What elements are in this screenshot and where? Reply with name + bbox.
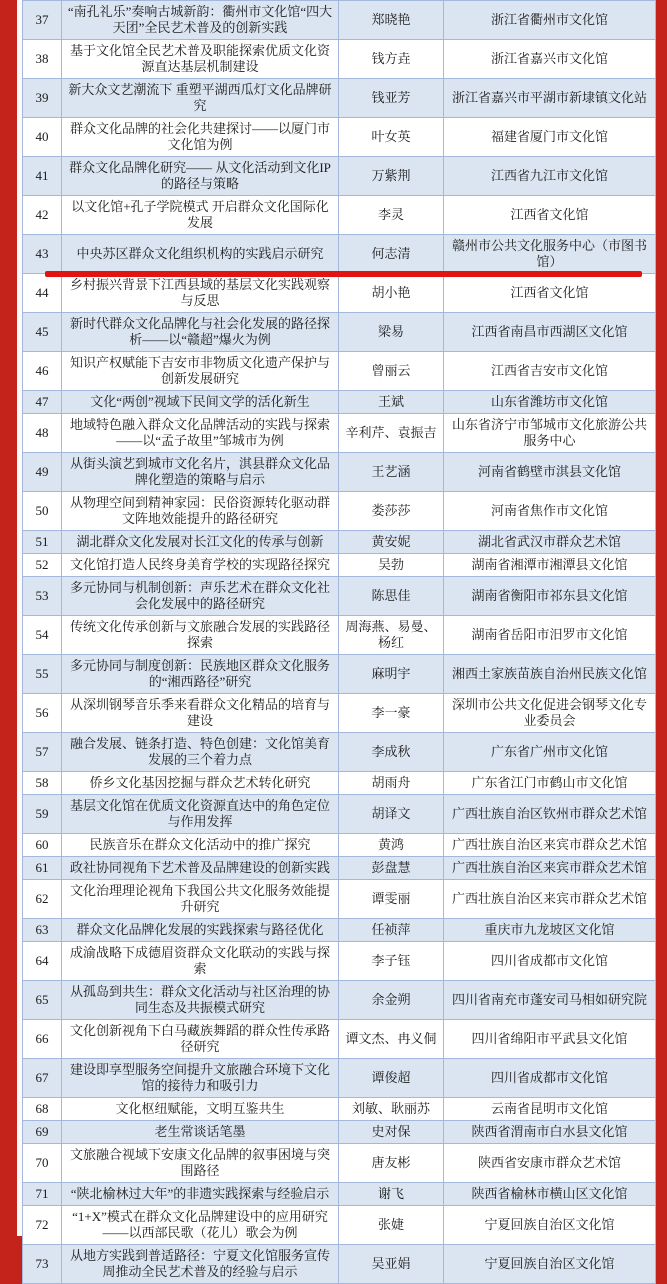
organization-cell: 河南省焦作市文化馆 bbox=[444, 492, 656, 531]
table-row bbox=[23, 1020, 656, 1059]
paper-title-cell: 新时代群众文化品牌化与社会化发展的路径探析——以“赣超”爆火为例 bbox=[62, 313, 339, 352]
author-cell: 李灵 bbox=[339, 196, 444, 235]
organization-cell: 江西省吉安市文化馆 bbox=[444, 352, 656, 391]
paper-title-cell: 建设即享型服务空间提升文旅融合环境下文化馆的接待力和吸引力 bbox=[62, 1059, 339, 1098]
organization-cell: 宁夏回族自治区文化馆 bbox=[444, 1245, 656, 1284]
organization-cell: 江西省南昌市西湖区文化馆 bbox=[444, 313, 656, 352]
table-row bbox=[23, 834, 656, 857]
table-row bbox=[23, 313, 656, 352]
table-row bbox=[23, 577, 656, 616]
papers-list-table bbox=[22, 0, 656, 1284]
paper-title-cell: 群众文化品牌化发展的实践探索与路径优化 bbox=[62, 919, 339, 942]
paper-title-cell: 文化“两创”视域下民间文学的活化新生 bbox=[62, 391, 339, 414]
table-row bbox=[23, 694, 656, 733]
organization-cell: 山东省济宁市邹城市文化旅游公共服务中心 bbox=[444, 414, 656, 453]
row-number-cell: 48 bbox=[23, 414, 62, 453]
table-row bbox=[23, 531, 656, 554]
author-cell: 胡雨舟 bbox=[339, 772, 444, 795]
author-cell: 钱亚芳 bbox=[339, 79, 444, 118]
table-row bbox=[23, 1144, 656, 1183]
author-cell: 余金朔 bbox=[339, 981, 444, 1020]
author-cell: 黄鸿 bbox=[339, 834, 444, 857]
row-number-cell: 55 bbox=[23, 655, 62, 694]
author-cell: 彭盘慧 bbox=[339, 857, 444, 880]
paper-title-cell: 基于文化馆全民艺术普及职能探索优质文化资源直达基层机制建设 bbox=[62, 40, 339, 79]
row-number-cell: 54 bbox=[23, 616, 62, 655]
paper-title-cell: 侨乡文化基因挖掘与群众艺术转化研究 bbox=[62, 772, 339, 795]
author-cell: 吴亚娟 bbox=[339, 1245, 444, 1284]
row-number-cell: 64 bbox=[23, 942, 62, 981]
author-cell: 王斌 bbox=[339, 391, 444, 414]
paper-title-cell: 群众文化品牌化研究—— 从文化活动到文化IP的路径与策略 bbox=[62, 157, 339, 196]
row-number-cell: 71 bbox=[23, 1183, 62, 1206]
table-row bbox=[23, 157, 656, 196]
table-row bbox=[23, 772, 656, 795]
table-row bbox=[23, 1098, 656, 1121]
paper-title-cell: 多元协同与制度创新：民族地区群众文化服务的“湘西路径”研究 bbox=[62, 655, 339, 694]
organization-cell: 陕西省榆林市横山区文化馆 bbox=[444, 1183, 656, 1206]
table-row bbox=[23, 795, 656, 834]
table-row bbox=[23, 414, 656, 453]
organization-cell: 四川省南充市蓬安司马相如研究院 bbox=[444, 981, 656, 1020]
author-cell: 李一豪 bbox=[339, 694, 444, 733]
paper-title-cell: 乡村振兴背景下江西县域的基层文化实践观察与反思 bbox=[62, 274, 339, 313]
author-cell: 梁易 bbox=[339, 313, 444, 352]
organization-cell: 陕西省渭南市白水县文化馆 bbox=[444, 1121, 656, 1144]
author-cell: 辛利芹、袁振吉 bbox=[339, 414, 444, 453]
author-cell: 唐友彬 bbox=[339, 1144, 444, 1183]
author-cell: 谭雯丽 bbox=[339, 880, 444, 919]
table-row bbox=[23, 79, 656, 118]
row-number-cell: 49 bbox=[23, 453, 62, 492]
table-row bbox=[23, 857, 656, 880]
row-number-cell: 66 bbox=[23, 1020, 62, 1059]
organization-cell: 湖北省武汉市群众艺术馆 bbox=[444, 531, 656, 554]
row-number-cell: 50 bbox=[23, 492, 62, 531]
organization-cell: 湘西土家族苗族自治州民族文化馆 bbox=[444, 655, 656, 694]
row-number-cell: 40 bbox=[23, 118, 62, 157]
organization-cell: 宁夏回族自治区文化馆 bbox=[444, 1206, 656, 1245]
paper-title-cell: 湖北群众文化发展对长江文化的传承与创新 bbox=[62, 531, 339, 554]
author-cell: 曾丽云 bbox=[339, 352, 444, 391]
organization-cell: 四川省成都市文化馆 bbox=[444, 942, 656, 981]
row-number-cell: 53 bbox=[23, 577, 62, 616]
paper-title-cell: 从街头演艺到城市文化名片，淇县群众文化品牌化塑造的策略与启示 bbox=[62, 453, 339, 492]
organization-cell: 湖南省衡阳市祁东县文化馆 bbox=[444, 577, 656, 616]
paper-title-cell: “陕北榆林过大年”的非遗实践探索与经验启示 bbox=[62, 1183, 339, 1206]
author-cell: 胡小艳 bbox=[339, 274, 444, 313]
table-row bbox=[23, 1206, 656, 1245]
row-43-red-underline bbox=[45, 271, 642, 277]
paper-title-cell: 文化枢纽赋能，文明互鉴共生 bbox=[62, 1098, 339, 1121]
organization-cell: 广东省江门市鹤山市文化馆 bbox=[444, 772, 656, 795]
paper-title-cell: “南孔礼乐”奏响古城新韵：衢州市文化馆“四大天团”全民艺术普及的创新实践 bbox=[62, 1, 339, 40]
row-number-cell: 69 bbox=[23, 1121, 62, 1144]
author-cell: 谭俊超 bbox=[339, 1059, 444, 1098]
row-number-cell: 46 bbox=[23, 352, 62, 391]
organization-cell: 江西省九江市文化馆 bbox=[444, 157, 656, 196]
paper-title-cell: 文化治理理论视角下我国公共文化服务效能提升研究 bbox=[62, 880, 339, 919]
organization-cell: 湖南省湘潭市湘潭县文化馆 bbox=[444, 554, 656, 577]
table-row bbox=[23, 352, 656, 391]
organization-cell: 陕西省安康市群众艺术馆 bbox=[444, 1144, 656, 1183]
row-number-cell: 63 bbox=[23, 919, 62, 942]
table-row bbox=[23, 1059, 656, 1098]
paper-title-cell: 文化创新视角下白马藏族舞蹈的群众性传承路径研究 bbox=[62, 1020, 339, 1059]
table-row bbox=[23, 391, 656, 414]
paper-title-cell: 新大众文艺潮流下 重塑平湖西瓜灯文化品牌研究 bbox=[62, 79, 339, 118]
row-number-cell: 38 bbox=[23, 40, 62, 79]
table-row bbox=[23, 655, 656, 694]
table-row bbox=[23, 1183, 656, 1206]
paper-title-cell: 从物理空间到精神家园：民俗资源转化驱动群文阵地效能提升的路径研究 bbox=[62, 492, 339, 531]
author-cell: 吴勃 bbox=[339, 554, 444, 577]
paper-title-cell: 从深圳钢琴音乐季来看群众文化精品的培育与建设 bbox=[62, 694, 339, 733]
author-cell: 何志清 bbox=[339, 235, 444, 274]
organization-cell: 广西壮族自治区来宾市群众艺术馆 bbox=[444, 857, 656, 880]
row-number-cell: 44 bbox=[23, 274, 62, 313]
row-number-cell: 39 bbox=[23, 79, 62, 118]
author-cell: 黄安妮 bbox=[339, 531, 444, 554]
row-number-cell: 68 bbox=[23, 1098, 62, 1121]
organization-cell: 广西壮族自治区来宾市群众艺术馆 bbox=[444, 834, 656, 857]
organization-cell: 浙江省衢州市文化馆 bbox=[444, 1, 656, 40]
row-number-cell: 57 bbox=[23, 733, 62, 772]
table-row bbox=[23, 492, 656, 531]
organization-cell: 山东省潍坊市文化馆 bbox=[444, 391, 656, 414]
author-cell: 张婕 bbox=[339, 1206, 444, 1245]
author-cell: 麻明宇 bbox=[339, 655, 444, 694]
organization-cell: 深圳市公共文化促进会钢琴文化专业委员会 bbox=[444, 694, 656, 733]
paper-title-cell: 从孤岛到共生：群众文化活动与社区治理的协同生态及共振模式研究 bbox=[62, 981, 339, 1020]
paper-title-cell: 政社协同视角下艺术普及品牌建设的创新实践 bbox=[62, 857, 339, 880]
row-number-cell: 52 bbox=[23, 554, 62, 577]
row-number-cell: 56 bbox=[23, 694, 62, 733]
organization-cell: 四川省绵阳市平武县文化馆 bbox=[444, 1020, 656, 1059]
paper-title-cell: 传统文化传承创新与文旅融合发展的实践路径探索 bbox=[62, 616, 339, 655]
author-cell: 娄莎莎 bbox=[339, 492, 444, 531]
row-number-cell: 60 bbox=[23, 834, 62, 857]
author-cell: 王艺涵 bbox=[339, 453, 444, 492]
row-number-cell: 51 bbox=[23, 531, 62, 554]
organization-cell: 赣州市公共文化服务中心（市图书馆） bbox=[444, 235, 656, 274]
row-number-cell: 61 bbox=[23, 857, 62, 880]
paper-title-cell: “1+X”模式在群众文化品牌建设中的应用研究——以西部民歌（花儿）歌会为例 bbox=[62, 1206, 339, 1245]
table-row bbox=[23, 1121, 656, 1144]
row-number-cell: 37 bbox=[23, 1, 62, 40]
row-number-cell: 65 bbox=[23, 981, 62, 1020]
table-row bbox=[23, 196, 656, 235]
organization-cell: 广西壮族自治区来宾市群众艺术馆 bbox=[444, 880, 656, 919]
organization-cell: 广西壮族自治区钦州市群众艺术馆 bbox=[444, 795, 656, 834]
paper-title-cell: 从地方实践到普适路径：宁夏文化馆服务宣传周推动全民艺术普及的经验与启示 bbox=[62, 1245, 339, 1284]
row-number-cell: 45 bbox=[23, 313, 62, 352]
organization-cell: 江西省文化馆 bbox=[444, 196, 656, 235]
paper-title-cell: 知识产权赋能下吉安市非物质文化遗产保护与创新发展研究 bbox=[62, 352, 339, 391]
author-cell: 万紫荆 bbox=[339, 157, 444, 196]
organization-cell: 重庆市九龙坡区文化馆 bbox=[444, 919, 656, 942]
paper-title-cell: 文化馆打造人民终身美育学校的实现路径探究 bbox=[62, 554, 339, 577]
organization-cell: 浙江省嘉兴市文化馆 bbox=[444, 40, 656, 79]
paper-title-cell: 文旅融合视域下安康文化品牌的叙事困境与突围路径 bbox=[62, 1144, 339, 1183]
row-number-cell: 47 bbox=[23, 391, 62, 414]
paper-title-cell: 融合发展、链条打造、特色创建：文化馆美育发展的三个着力点 bbox=[62, 733, 339, 772]
organization-cell: 云南省昆明市文化馆 bbox=[444, 1098, 656, 1121]
table-row bbox=[23, 919, 656, 942]
row-number-cell: 58 bbox=[23, 772, 62, 795]
organization-cell: 福建省厦门市文化馆 bbox=[444, 118, 656, 157]
table-row bbox=[23, 118, 656, 157]
row-number-cell: 70 bbox=[23, 1144, 62, 1183]
paper-title-cell: 民族音乐在群众文化活动中的推广探究 bbox=[62, 834, 339, 857]
row-number-cell: 62 bbox=[23, 880, 62, 919]
author-cell: 谢飞 bbox=[339, 1183, 444, 1206]
author-cell: 谭文杰、冉义侗 bbox=[339, 1020, 444, 1059]
table-row bbox=[23, 880, 656, 919]
table-row bbox=[23, 981, 656, 1020]
author-cell: 叶女英 bbox=[339, 118, 444, 157]
author-cell: 钱方垚 bbox=[339, 40, 444, 79]
organization-cell: 河南省鹤壁市淇县文化馆 bbox=[444, 453, 656, 492]
organization-cell: 浙江省嘉兴市平湖市新埭镇文化站 bbox=[444, 79, 656, 118]
author-cell: 胡译文 bbox=[339, 795, 444, 834]
table-row bbox=[23, 274, 656, 313]
paper-title-cell: 以文化馆+孔子学院模式 开启群众文化国际化发展 bbox=[62, 196, 339, 235]
author-cell: 李子钰 bbox=[339, 942, 444, 981]
paper-title-cell: 老生常谈话笔墨 bbox=[62, 1121, 339, 1144]
author-cell: 史对保 bbox=[339, 1121, 444, 1144]
table-row bbox=[23, 1, 656, 40]
row-number-cell: 67 bbox=[23, 1059, 62, 1098]
organization-cell: 湖南省岳阳市汨罗市文化馆 bbox=[444, 616, 656, 655]
table-row bbox=[23, 235, 656, 274]
table-row bbox=[23, 1245, 656, 1284]
document-sheet bbox=[17, 0, 650, 1279]
paper-title-cell: 成渝战略下成德眉资群众文化联动的实践与探索 bbox=[62, 942, 339, 981]
author-cell: 李成秋 bbox=[339, 733, 444, 772]
author-cell: 刘敏、耿丽苏 bbox=[339, 1098, 444, 1121]
row-number-cell: 72 bbox=[23, 1206, 62, 1245]
table-row bbox=[23, 453, 656, 492]
organization-cell: 广东省广州市文化馆 bbox=[444, 733, 656, 772]
paper-title-cell: 地域特色融入群众文化品牌活动的实践与探索——以“孟子故里”邹城市为例 bbox=[62, 414, 339, 453]
table-row bbox=[23, 616, 656, 655]
row-number-cell: 41 bbox=[23, 157, 62, 196]
row-number-cell: 42 bbox=[23, 196, 62, 235]
table-row bbox=[23, 942, 656, 981]
paper-title-cell: 中央苏区群众文化组织机构的实践启示研究 bbox=[62, 235, 339, 274]
table-row bbox=[23, 40, 656, 79]
table-row bbox=[23, 733, 656, 772]
row-number-cell: 43 bbox=[23, 235, 62, 274]
author-cell: 郑晓艳 bbox=[339, 1, 444, 40]
author-cell: 陈思佳 bbox=[339, 577, 444, 616]
organization-cell: 江西省文化馆 bbox=[444, 274, 656, 313]
row-number-cell: 59 bbox=[23, 795, 62, 834]
author-cell: 周海燕、易曼、杨红 bbox=[339, 616, 444, 655]
author-cell: 任祯萍 bbox=[339, 919, 444, 942]
paper-title-cell: 基层文化馆在优质文化资源直达中的角色定位与作用发挥 bbox=[62, 795, 339, 834]
organization-cell: 四川省成都市文化馆 bbox=[444, 1059, 656, 1098]
paper-title-cell: 群众文化品牌的社会化共建探讨——以厦门市文化馆为例 bbox=[62, 118, 339, 157]
paper-title-cell: 多元协同与机制创新：声乐艺术在群众文化社会化发展中的路径研究 bbox=[62, 577, 339, 616]
papers-table-body bbox=[23, 1, 656, 1284]
table-row bbox=[23, 554, 656, 577]
row-number-cell: 73 bbox=[23, 1245, 62, 1284]
